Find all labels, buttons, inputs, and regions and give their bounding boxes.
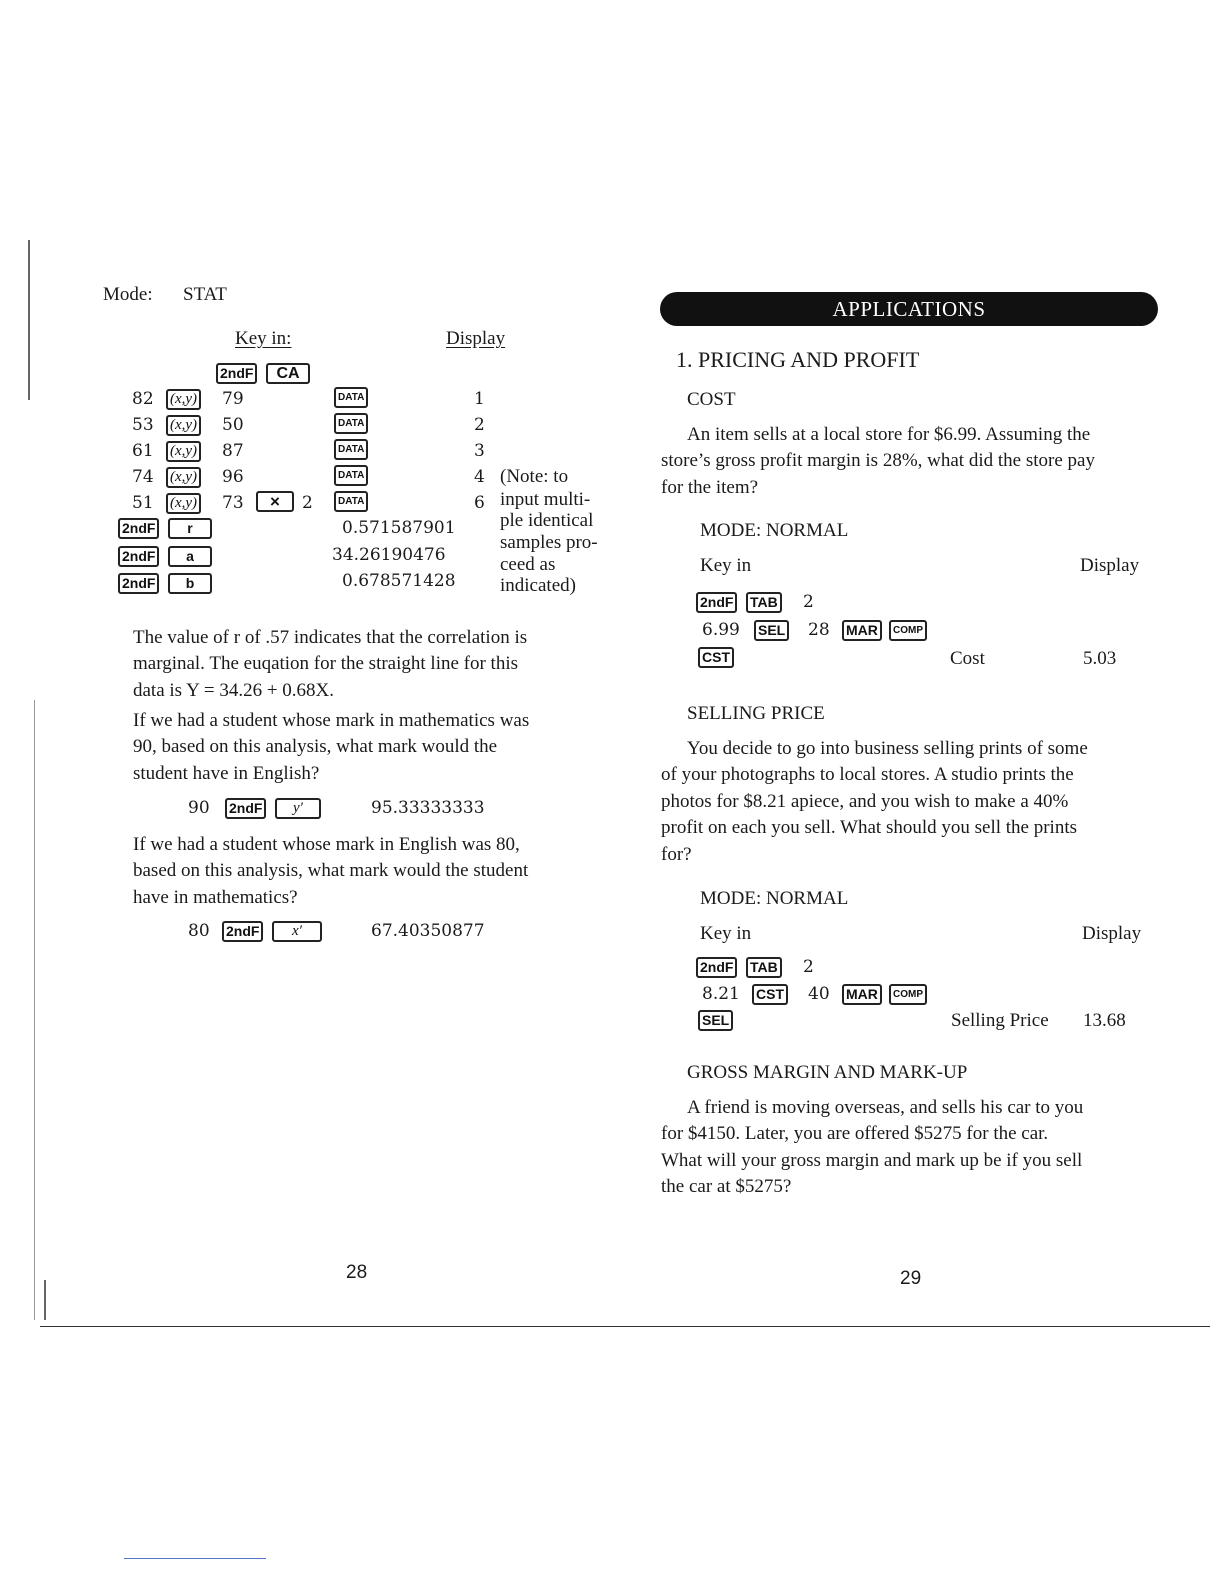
gross-margin-paragraph (661, 1095, 1159, 1201)
2ndf-key[interactable]: 2ndF (118, 573, 159, 594)
note-line: ple identical (500, 510, 594, 531)
margin-value: 28 (808, 620, 830, 640)
paragraph-line: profit on each you sell. What should you sell the prints (661, 817, 1077, 839)
b-key[interactable]: b (168, 573, 212, 594)
gross-margin-heading: GROSS MARGIN AND MARK-UP (687, 1062, 968, 1083)
input-value: 90 (188, 798, 210, 818)
paragraph-line: of your photographs to local stores. A studio prints the (661, 764, 1074, 786)
x-value: 51 (132, 493, 154, 513)
paragraph-line: If we had a student whose mark in mathematics was (133, 710, 530, 731)
y-value: 50 (222, 415, 244, 435)
input-value: 80 (188, 921, 210, 941)
data-key[interactable]: DATA (334, 465, 368, 486)
binding-edge-mark (44, 1280, 46, 1320)
y-value: 79 (222, 389, 244, 409)
y-value: 73 (222, 493, 244, 513)
page-number: 28 (346, 1262, 368, 1283)
2ndf-key[interactable]: 2ndF (696, 957, 737, 978)
math-to-english-paragraph (133, 708, 607, 787)
a-display: 34.26190476 (332, 545, 446, 565)
price-value: 6.99 (702, 620, 740, 640)
2ndf-key[interactable]: 2ndF (696, 592, 737, 613)
selling-display-label: Display (1082, 923, 1142, 944)
multiply-key[interactable]: × (256, 491, 294, 512)
selling-price-paragraph (661, 736, 1159, 868)
binding-edge-mark (28, 240, 30, 400)
selling-key-in-label: Key in (700, 923, 752, 944)
2ndf-key[interactable]: 2ndF (225, 798, 266, 819)
paragraph-line: based on this analysis, what mark would the student (133, 860, 529, 882)
paragraph-line: 90, based on this analysis, what mark would the (133, 736, 498, 758)
note-line: ceed as (500, 554, 556, 575)
display-value: 6 (474, 493, 485, 513)
paragraph-line: The value of r of .57 indicates that the correlation is (133, 627, 528, 648)
mar-key[interactable]: MAR (842, 984, 882, 1005)
page-number: 29 (900, 1268, 922, 1289)
cost-paragraph (661, 422, 1159, 501)
paragraph-line: What will your gross margin and mark up be if you sell (661, 1149, 1083, 1171)
paragraph-line: student have in English? (133, 762, 320, 784)
sel-key[interactable]: SEL (698, 1010, 733, 1031)
paragraph-line: for the item? (661, 476, 759, 498)
selling-mode: MODE: NORMAL (700, 888, 849, 909)
cost-heading: COST (687, 389, 736, 410)
paragraph-line: A friend is moving overseas, and sells his car to you (687, 1097, 1084, 1118)
tab-value: 2 (803, 592, 814, 612)
paragraph-line: marginal. The euqation for the straight line for this (133, 653, 519, 675)
cost-key-in-label: Key in (700, 555, 752, 576)
y-value: 87 (222, 441, 244, 461)
correlation-paragraph (133, 625, 607, 704)
applications-banner: APPLICATIONS (660, 292, 1158, 326)
comp-key[interactable]: COMP (889, 620, 927, 641)
comp-key[interactable]: COMP (889, 984, 927, 1005)
xy-key[interactable]: (x,y) (166, 389, 201, 410)
mode-label: Mode: (103, 284, 153, 305)
x-value: 74 (132, 467, 154, 487)
note-line: samples pro- (500, 532, 598, 553)
page-bottom-rule (40, 1326, 1210, 1327)
ca-key[interactable]: CA (266, 363, 310, 384)
display-value: 2 (474, 415, 485, 435)
xy-key[interactable]: (x,y) (166, 441, 201, 462)
x-value: 53 (132, 415, 154, 435)
paragraph-line: the car at $5275? (661, 1176, 792, 1198)
paragraph-line: have in mathematics? (133, 886, 298, 908)
x-value: 61 (132, 441, 154, 461)
cost-value: 8.21 (702, 984, 740, 1004)
cst-key[interactable]: CST (752, 984, 788, 1005)
tab-key[interactable]: TAB (746, 592, 782, 613)
cost-mode: MODE: NORMAL (700, 520, 849, 541)
b-display: 0.678571428 (342, 571, 456, 591)
selling-result-value: 13.68 (1083, 1010, 1126, 1031)
cost-result-label: Cost (950, 648, 985, 669)
display-value: 95.33333333 (371, 798, 485, 818)
binding-edge-mark (34, 700, 35, 1320)
r-display: 0.571587901 (342, 518, 456, 538)
xy-key[interactable]: (x,y) (166, 493, 201, 514)
data-key[interactable]: DATA (334, 387, 368, 408)
key-in-header: Key in: (235, 328, 292, 349)
display-value: 4 (474, 467, 485, 487)
paragraph-line: photos for $8.21 apiece, and you wish to make a 40% (661, 790, 1069, 812)
data-key[interactable]: DATA (334, 439, 368, 460)
x-value: 82 (132, 389, 154, 409)
blue-link-rule (124, 1558, 266, 1559)
y-value: 96 (222, 467, 244, 487)
data-key[interactable]: DATA (334, 491, 368, 512)
2ndf-key[interactable]: 2ndF (118, 518, 159, 539)
multiplier-value: 2 (302, 493, 313, 513)
paragraph-line: data is Y = 34.26 + 0.68X. (133, 679, 335, 701)
mar-key[interactable]: MAR (842, 620, 882, 641)
xy-key[interactable]: (x,y) (166, 467, 201, 488)
selling-result-label: Selling Price (951, 1010, 1049, 1031)
tab-value: 2 (803, 957, 814, 977)
y-prime-key[interactable]: y′ (275, 798, 321, 819)
paragraph-line: If we had a student whose mark in English was 80, (133, 834, 520, 855)
section-title: 1. PRICING AND PROFIT (676, 347, 920, 372)
display-value: 1 (474, 389, 485, 409)
cost-display-label: Display (1080, 555, 1140, 576)
xy-key[interactable]: (x,y) (166, 415, 201, 436)
selling-price-heading: SELLING PRICE (687, 703, 825, 724)
2ndf-key[interactable]: 2ndF (118, 546, 159, 567)
cst-key[interactable]: CST (698, 647, 734, 668)
x-prime-key[interactable]: x′ (272, 921, 322, 942)
display-value: 3 (474, 441, 485, 461)
sel-key[interactable]: SEL (754, 620, 789, 641)
mode-value: STAT (183, 284, 227, 305)
paragraph-line: You decide to go into business selling prints of some (687, 738, 1088, 759)
r-key[interactable]: r (168, 518, 212, 539)
display-value: 67.40350877 (371, 921, 485, 941)
paragraph-line: store’s gross profit margin is 28%, what did the store pay (661, 450, 1095, 472)
a-key[interactable]: a (168, 546, 212, 567)
2ndf-key[interactable]: 2ndF (222, 921, 263, 942)
tab-key[interactable]: TAB (746, 957, 782, 978)
paragraph-line: for? (661, 843, 692, 865)
display-header: Display (446, 328, 506, 349)
cost-result-value: 5.03 (1083, 648, 1117, 669)
note-line: (Note: to (500, 466, 569, 487)
english-to-math-paragraph (133, 832, 607, 911)
paragraph-line: An item sells at a local store for $6.99. Assuming the (687, 424, 1091, 445)
paragraph-line: for $4150. Later, you are offered $5275 for the car. (661, 1123, 1049, 1145)
note-line: input multi- (500, 489, 591, 510)
note-line: indicated) (500, 575, 576, 596)
data-key[interactable]: DATA (334, 413, 368, 434)
2ndf-key[interactable]: 2ndF (216, 363, 257, 384)
margin-value: 40 (808, 984, 830, 1004)
